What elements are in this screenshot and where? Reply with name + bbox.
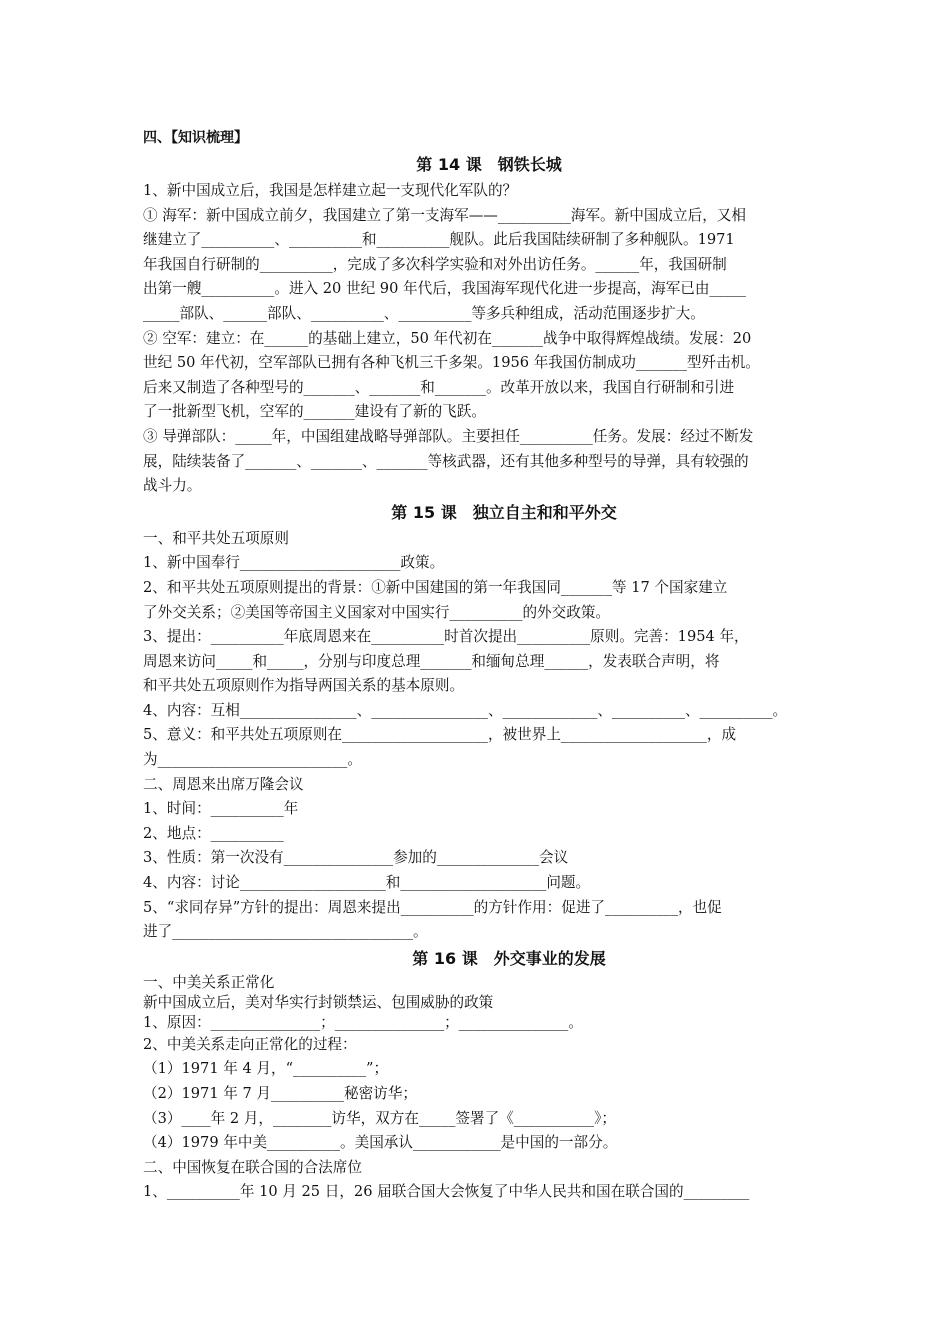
text-line: 后来又制造了各种型号的_______、_______和_______。改革开放以来，我国自行研制和引进	[143, 378, 735, 396]
text-line: 1、时间：__________年	[143, 800, 299, 818]
text-line: 年我国自行研制的__________，完成了多次科学实验和对外出访任务。______年，我国研制	[143, 255, 727, 273]
text-line: （3）____年 2 月，________访华，双方在_____签署了《___________》；	[143, 1109, 616, 1127]
text-line: 继建立了__________、__________和__________舰队。此后我国陆续研制了多种舰队。1971	[143, 231, 735, 249]
lesson-14-title: 第 14 课 钢铁长城	[416, 155, 562, 174]
text-line: 战斗力。	[143, 477, 202, 495]
text-line: （4）1979 年中美__________。美国承认____________是中国的一部分。	[143, 1134, 618, 1152]
text-line: 5、意义：和平共处五项原则在____________________，被世界上____________________，成	[143, 726, 737, 744]
text-line: 了一批新型飞机，空军的_______建设有了新的飞跃。	[143, 403, 486, 421]
worksheet-page	[143, 125, 815, 1205]
lesson-15-body	[143, 527, 815, 945]
text-line: 1、__________年 10 月 25 日，26 届联合国大会恢复了中华人民共和国在联合国的_________	[143, 1183, 750, 1201]
text-line: ③ 导弹部队：_____年，中国组建战略导弹部队。主要担任__________任务。发展：经过不断发	[143, 427, 754, 445]
lesson-14-body	[143, 179, 815, 499]
text-line: ① 海军：新中国成立前夕，我国建立了第一支海军——__________海军。新中国成立后，又相	[143, 206, 746, 224]
text-line: ② 空军：建立：在______的基础上建立，50 年代初在_______战争中取得辉煌战绩。发展：20	[143, 329, 752, 347]
text-line: （2）1971 年 7 月__________秘密访华；	[143, 1085, 417, 1102]
text-line: 4、内容：互相________________、________________、_____________、__________、__________。	[143, 701, 788, 719]
text-line: 4、内容：讨论____________________和____________________问题。	[143, 874, 591, 892]
section-heading: 四、【知识梳理】	[143, 130, 248, 146]
text-line: （1）1971 年 4 月，“__________”；	[143, 1060, 389, 1078]
lesson-16-body	[143, 973, 815, 1205]
text-line: 和平共处五项原则作为指导两国关系的基本原则。	[143, 677, 465, 695]
text-line: 一、和平共处五项原则	[143, 529, 289, 547]
text-line: 2、和平共处五项原则提出的背景：①新中国建国的第一年我国同_______等 17 个国家建立	[143, 578, 728, 596]
text-line: 一、中美关系正常化	[143, 973, 275, 991]
text-line: 了外交关系；②美国等帝国主义国家对中国实行__________的外交政策。	[143, 603, 611, 621]
text-line: 周恩来访问_____和_____，分别与印度总理_______和缅甸总理______，发表联合声明，将	[143, 652, 720, 670]
text-line: 3、提出：__________年底周恩来在__________时首次提出__________原则。完善：1954 年，	[143, 628, 749, 646]
text-line: 1、新中国成立后，我国是怎样建立起一支现代化军队的？	[143, 182, 518, 199]
text-line: 二、中国恢复在联合国的合法席位	[143, 1158, 362, 1176]
lesson-16-title: 第 16 课 外交事业的发展	[412, 948, 606, 968]
text-line: 1、原因：_______________；_______________；_______________。	[143, 1013, 583, 1031]
text-line: 为__________________________。	[143, 751, 362, 769]
text-line: _____部队、______部队、__________、__________等多兵种组成，活动范围逐步扩大。	[143, 304, 705, 322]
text-line: 3、性质：第一次没有_______________参加的______________会议	[143, 849, 569, 867]
text-line: 进了_________________________________。	[143, 923, 428, 941]
text-line: 2、地点：__________	[143, 824, 284, 842]
lesson-15-title: 第 15 课 独立自主和和平外交	[391, 502, 617, 522]
text-line: 世纪 50 年代初，空军部队已拥有各种飞机三千多架。1956 年我国仿制成功_______型歼击机。	[143, 354, 760, 372]
text-line: 展，陆续装备了_______、_______、_______等核武器，还有其他多种型号的导弹，具有较强的	[143, 452, 749, 470]
text-line: 出第一艘__________。进入 20 世纪 90 年代后，我国海军现代化进一步提高，海军已由_____	[143, 280, 746, 298]
text-line: 1、新中国奉行______________________政策。	[143, 554, 445, 572]
text-line: 新中国成立后，美对华实行封锁禁运、包围威胁的政策	[143, 993, 494, 1011]
text-line: 5、“求同存异”方针的提出：周恩来提出__________的方针作用：促进了__________，也促	[143, 898, 722, 916]
text-line: 二、周恩来出席万隆会议	[143, 775, 304, 793]
text-line: 2、中美关系走向正常化的过程：	[143, 1035, 357, 1053]
